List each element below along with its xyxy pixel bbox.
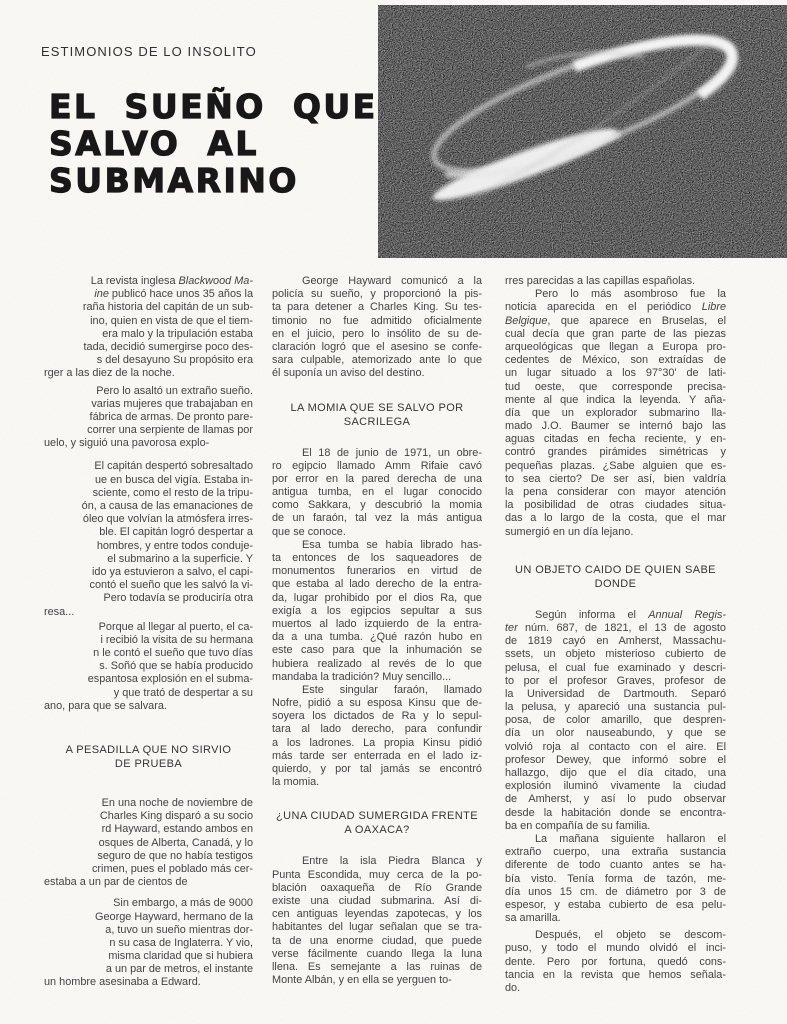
paragraph bbox=[505, 929, 726, 995]
article-title-line: SALVO AL bbox=[49, 124, 259, 163]
text-line: día unos 15 cm. de diámetro por 3 de bbox=[505, 885, 726, 898]
text-line: quierdo, y por tal jamás se encontró bbox=[272, 763, 482, 775]
text-line: Según informa el Annual Regis- bbox=[535, 608, 726, 621]
text-line: antigua tumba, en el lugar conocido bbox=[272, 486, 482, 499]
text-line: en el juicio, pero lo insólito de su de- bbox=[272, 327, 482, 340]
text-line: él suponía un aviso del destino. bbox=[272, 367, 425, 380]
text-line: Pero lo asaltó un extraño sueño. bbox=[96, 384, 253, 397]
text-line: ta entonces de los saqueadores de bbox=[272, 552, 482, 564]
text-line: contró grandes pirámides simétricas y bbox=[505, 446, 726, 459]
text-line: muertos al lado izquierdo de la entra- bbox=[272, 617, 482, 630]
text-line: verse fácilmente cuando llega la luna bbox=[272, 947, 482, 960]
text-line: espantosa explosión en el subma- bbox=[87, 673, 253, 686]
text-line: Pero todavía se produciría otra bbox=[103, 592, 253, 605]
text-line: diferente de todo cuanto antes se ha- bbox=[505, 859, 726, 872]
heading-line: DE PRUEBA bbox=[114, 758, 183, 770]
text-line: Punta Escondida, muy cerca de la po- bbox=[272, 868, 482, 881]
text-line: to por el profesor Graves, profesor de bbox=[505, 674, 726, 687]
text-line: resa... bbox=[44, 605, 75, 618]
text-line: hallazgo, dijo que el día citado, una bbox=[505, 767, 726, 779]
ufo-photo bbox=[378, 5, 787, 258]
text-line: el submarino a la superficie. Y bbox=[107, 552, 253, 565]
article-title-line: SUBMARINO bbox=[49, 161, 299, 200]
text-line: mandaba la tradición? Muy sencillo... bbox=[272, 670, 452, 683]
text-line: Porque al llegar al puerto, el ca- bbox=[98, 620, 253, 633]
text-line: la pelusa, y apareció una sustancia pul- bbox=[505, 701, 726, 714]
text-line: Belgique, que aparece en Bruselas, el bbox=[505, 314, 726, 327]
text-line: explosión iluminó vivamente la ciudad bbox=[505, 780, 726, 793]
text-line: do. bbox=[505, 982, 521, 994]
text-line: posa, de color amarillo, que despren- bbox=[505, 714, 726, 727]
text-line: monumentos funerarios en virtud de bbox=[272, 565, 482, 578]
text-line: bía visto. Tenía forma de tazón, me- bbox=[505, 872, 726, 885]
text-line: un lugar situado a los 97°30' de lati- bbox=[505, 367, 726, 380]
heading-line: SACRILEGA bbox=[343, 415, 411, 428]
text-line: Pero lo más asombroso fue la bbox=[535, 288, 726, 301]
text-line: pequeñas plazas. ¿Sabe alguien que es- bbox=[505, 459, 726, 472]
text-line: la Universidad de Dartmouth. Separó bbox=[505, 687, 726, 700]
paragraph bbox=[272, 447, 482, 539]
article-title-line: EL SUEÑO QUE bbox=[49, 87, 378, 126]
text-line: más tarde ser enterrada en el lado iz- bbox=[272, 749, 482, 762]
text-line: extraño cuerpo, una extraña sustancia bbox=[505, 846, 726, 859]
text-line: de Amherst, y así lo pudo observar bbox=[505, 793, 726, 806]
text-line: ido ya estuvieron a salvo, el capi- bbox=[91, 565, 253, 578]
text-line: arqueológicas que llegan a Europa pro- bbox=[505, 340, 726, 353]
text-line: Nofre, pidió a su esposa Kinsu que de- bbox=[272, 697, 482, 710]
paragraph bbox=[272, 275, 482, 381]
text-line: hubiera realizado al revés de lo que bbox=[272, 657, 482, 670]
heading-line: DONDE bbox=[594, 577, 637, 590]
text-line: blación oaxaqueña de Río Grande bbox=[272, 881, 482, 894]
text-line: ta de una enorme ciudad, que puede bbox=[272, 934, 482, 947]
text-line: como Sakkara, y descubrió la momia bbox=[272, 499, 482, 512]
text-line: desde la habitación donde se encontra- bbox=[505, 806, 726, 819]
text-line: rd Hayward, estando ambos en bbox=[101, 823, 253, 836]
text-line: aguas citadas en fecha reciente, y en- bbox=[505, 433, 726, 446]
text-line: espesor, y estaba cubierto de esa pelu- bbox=[505, 898, 726, 911]
heading-line: LA MOMIA QUE SE SALVO POR bbox=[290, 401, 464, 414]
text-line: seguro de que no había testigos bbox=[97, 849, 253, 862]
section-heading bbox=[44, 743, 253, 771]
heading-line: ¿UNA CIUDAD SUMERGIDA FRENTE bbox=[276, 810, 478, 823]
text-line: noticia aparecida en el periódico Libre bbox=[505, 301, 726, 314]
text-line: sa amarilla. bbox=[505, 912, 561, 925]
text-line: soyera los dictados de Ra y lo sepul- bbox=[272, 710, 482, 723]
text-line: existe una ciudad submarina. Así di- bbox=[272, 894, 482, 907]
text-line: El 18 de junio de 1971, un obre- bbox=[302, 446, 482, 459]
paragraph bbox=[44, 460, 253, 618]
paragraph bbox=[44, 797, 253, 889]
text-line: to sea cierto? De ser así, bien valdría bbox=[505, 472, 726, 485]
text-line: misma claridad que si hubiera bbox=[108, 950, 253, 963]
paragraph bbox=[505, 288, 726, 539]
text-line: Entre la isla Piedra Blanca y bbox=[302, 855, 482, 868]
text-line: ble. El capitán logró despertar a bbox=[99, 526, 253, 539]
text-line: claración logró que el asesino se confe- bbox=[272, 340, 482, 353]
text-line: uelo, y siguió una pavorosa explo- bbox=[44, 437, 210, 450]
text-line: exigía a los egipcios sepultar a sus bbox=[272, 604, 482, 617]
paragraph bbox=[505, 609, 726, 833]
text-line: puso, y todo el mundo olvidó el inci- bbox=[505, 942, 726, 955]
text-line: pelusa, el cual fue examinado y descri- bbox=[505, 661, 726, 674]
text-line: ta para detener a Charles King. Su tes- bbox=[272, 301, 482, 314]
text-line: i recibió la visita de su hermana bbox=[100, 633, 253, 646]
text-line: fábrica de armas. De pronto pare- bbox=[89, 410, 253, 423]
text-line: La revista inglesa Blackwood Ma- bbox=[90, 275, 253, 287]
paragraph bbox=[44, 621, 253, 713]
text-line: ano, para que se salvara. bbox=[44, 699, 167, 712]
text-line: rger a las diez de la noche. bbox=[44, 367, 175, 380]
text-line: mado J.O. Baumer se internó bajo las bbox=[505, 420, 726, 433]
text-line: estaba a un par de cientos de bbox=[44, 876, 188, 889]
text-line: Después, el objeto se descom- bbox=[535, 929, 726, 942]
text-line: contó el sueño que les salvó la vi- bbox=[89, 579, 253, 592]
text-line: habitantes del lugar señalan que se tra- bbox=[272, 921, 482, 934]
text-line: George Hayward comunicó a la bbox=[302, 275, 482, 287]
text-line: ino, quien en vista de que el tiem- bbox=[90, 314, 253, 327]
text-line: rres parecidas a las capillas españolas. bbox=[505, 275, 696, 287]
text-line: osques de Alberta, Canadá, y lo bbox=[98, 836, 253, 849]
text-line: Este singular faraón, llamado bbox=[302, 683, 482, 696]
column-left bbox=[44, 275, 253, 990]
text-line: mente al que indica la leyenda. Y aña- bbox=[505, 393, 726, 406]
text-line: n su casa de Inglaterra. Y vio, bbox=[109, 936, 253, 949]
text-line: La mañana siguiente hallaron el bbox=[535, 832, 726, 845]
text-line: tada, decidió sumergirse poco des- bbox=[83, 340, 253, 353]
text-line: dente. Pero por fortuna, quedó cons- bbox=[505, 955, 726, 968]
text-line: Charles King disparó a su socio bbox=[99, 810, 253, 823]
paragraph bbox=[272, 684, 482, 790]
text-line: Monte Albán, y en ella se yerguen to- bbox=[272, 974, 452, 987]
text-line: George Hayward, hermano de la bbox=[95, 910, 253, 923]
text-line: tud oeste, que corresponde precisa- bbox=[505, 380, 726, 393]
paragraph bbox=[505, 833, 726, 925]
text-line: El capitán despertó sobresaltado bbox=[94, 460, 253, 473]
text-line: tancia en la revista que hemos señala- bbox=[505, 968, 726, 981]
text-line: tara al lado derecho, para confundir bbox=[272, 723, 482, 736]
section-heading bbox=[272, 809, 482, 837]
text-line: En una noche de noviembre de bbox=[101, 797, 253, 809]
text-line: la posibilidad de otras ciudades situa- bbox=[505, 499, 726, 512]
text-line: sara culpable, atemorizado ante lo que bbox=[272, 354, 482, 367]
text-line: de un faraón, tal vez la más antigua bbox=[272, 512, 482, 525]
text-line: sciente, como el resto de la tripu- bbox=[92, 486, 253, 499]
text-line: hombres, y entre todos conduje- bbox=[96, 539, 253, 552]
text-line: día un olor nauseabundo, y que se bbox=[505, 727, 726, 740]
text-line: ine publicó hace unos 35 años la bbox=[94, 288, 253, 301]
text-line: crimen, pues el poblado más cer- bbox=[91, 862, 253, 875]
text-line: da a una tumba. ¿Qué razón hubo en bbox=[272, 631, 482, 644]
text-line: Esa tumba se había librado has- bbox=[302, 538, 482, 551]
text-line: a un par de metros, el instante bbox=[105, 963, 253, 976]
text-line: da, lugar prohibido por el dios Ra, que bbox=[272, 591, 482, 604]
text-line: era malo y la tripulación estaba bbox=[102, 327, 253, 340]
text-line: ba en compañía de su familia. bbox=[505, 819, 651, 832]
text-line: s. Soñó que se había producido bbox=[99, 660, 253, 673]
heading-line: A OAXACA? bbox=[344, 824, 410, 837]
text-line: ue en busca del vigía. Estaba in- bbox=[94, 473, 253, 486]
text-line: profesor Dewey, que informó sobre el bbox=[505, 753, 726, 766]
text-line: cual decía que gran parte de las piezas bbox=[505, 327, 726, 340]
paragraph bbox=[272, 855, 482, 987]
text-line: Sin embargo, a más de 9000 bbox=[113, 897, 253, 910]
text-line: a, tuvo un sueño mientras dor- bbox=[105, 923, 253, 936]
text-line: de 1819 cayó en Amherst, Massachu- bbox=[505, 635, 726, 648]
text-line: n le contó el sueño que tuvo días bbox=[93, 647, 253, 660]
text-line: ro egipcio llamado Amm Rifaie cavó bbox=[272, 459, 482, 472]
column-center bbox=[272, 275, 482, 987]
text-line: día que un explorador submarino lla- bbox=[505, 406, 726, 419]
text-line: varias mujeres que trabajaban en bbox=[91, 397, 253, 410]
text-line: a los ladrones. La propia Kinsu pidió bbox=[272, 736, 482, 749]
text-line: la pena considerar con mayor atención bbox=[505, 486, 726, 498]
text-line: y que trató de despertar a su bbox=[113, 686, 253, 699]
text-line: timonio no fue admitido oficialmente bbox=[272, 314, 482, 327]
heading-line: A PESADILLA QUE NO SIRVIO bbox=[65, 744, 232, 756]
text-line: óleo que volvían la atmósfera irres- bbox=[82, 513, 253, 526]
article-title bbox=[49, 88, 378, 199]
text-line: cedentes de México, son extraídas de bbox=[505, 354, 726, 367]
text-line: que se conoce. bbox=[272, 525, 346, 538]
section-kicker: ESTIMONIOS DE LO INSOLITO bbox=[41, 44, 257, 59]
heading-line: UN OBJETO CAIDO DE QUIEN SABE bbox=[515, 563, 716, 576]
text-line: raña historia del capitán de un sub- bbox=[82, 301, 253, 314]
text-line: das a lo largo de la costa, que el mar bbox=[505, 512, 726, 525]
paragraph bbox=[505, 275, 726, 288]
column-right bbox=[505, 275, 726, 995]
paragraph bbox=[272, 539, 482, 684]
paragraph bbox=[44, 275, 253, 381]
text-line: sumergió en un día lejano. bbox=[505, 525, 634, 538]
paragraph bbox=[44, 897, 253, 989]
text-line: este caso para que la inhumación se bbox=[272, 644, 482, 657]
text-line: s del desayuno Su propósito era bbox=[96, 354, 253, 367]
text-line: policía su sueño, y proporcionó la pis- bbox=[272, 288, 482, 301]
text-line: correr una serpiente de llamas por bbox=[87, 424, 253, 437]
section-heading bbox=[505, 563, 726, 591]
paragraph bbox=[44, 385, 253, 451]
text-line: por error en la pared derecha de una bbox=[272, 472, 482, 485]
text-line: la momia. bbox=[272, 776, 320, 789]
text-line: ssets, un objeto misterioso cubierto de bbox=[505, 648, 726, 661]
text-line: que estaba al lado derecho de la entra- bbox=[272, 578, 482, 591]
text-line: llena. Es semejante a las ruinas de bbox=[272, 960, 482, 973]
text-line: un hombre asesinaba a Edward. bbox=[44, 976, 201, 989]
text-line: volvió roja al contacto con el aire. El bbox=[505, 740, 726, 753]
text-line: cen antiguas leyendas zapotecas, y los bbox=[272, 908, 482, 921]
text-line: ón, a causa de las emanaciones de bbox=[81, 500, 253, 512]
text-line: ter núm. 687, de 1821, el 13 de agosto bbox=[505, 621, 726, 634]
section-heading bbox=[272, 401, 482, 429]
